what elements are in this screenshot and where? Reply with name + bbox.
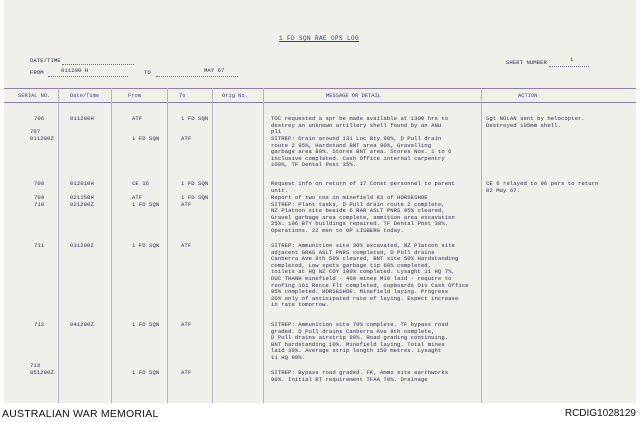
header-top-rule [4, 88, 636, 89]
entry-to: ATF [181, 242, 192, 249]
entry-message-line: NZ Platoon site beside 6 RAR ASLT PNRS 95% cleared, [271, 207, 445, 215]
entry-to: 1 FD SQN [181, 115, 209, 122]
entry-message-line: adjacent GRAS ASLT PNRS completed, D Pull drains [271, 248, 435, 256]
entry-to: ATF [181, 134, 192, 142]
entry-datetime: 011200Z [30, 134, 54, 142]
col-orig: Orig No. [222, 93, 248, 99]
sheet-number: 1 [570, 56, 574, 63]
entry-datetime: 021200Z [70, 200, 94, 208]
date-time-label: DATE/TIME [30, 57, 61, 64]
to-value: MAY 67 [204, 67, 225, 74]
entry-serial: 711 [34, 242, 45, 249]
entry-message-line: completed, Low spots garbage tip 60% completed, [271, 261, 432, 269]
col-serial: SERIAL NO. [18, 93, 51, 99]
entry-from: 1 FD SQN [132, 368, 160, 376]
entry-from: 1 FD SQN [132, 321, 160, 328]
entry-to: 1 FD SQN [181, 194, 209, 201]
entry-message-line: Request info on return of 17 Const personnel to parent [271, 180, 455, 187]
from-value: 011200 H [61, 67, 89, 74]
entry-message-line: BNT hardstanding 10%. Minefield laying. Total mines [271, 340, 445, 348]
entry-datetime: 011200H [70, 115, 94, 122]
entry-message-line: roofing 161 Recce Flt completed, cupboards Div Cash Office [271, 281, 469, 289]
entry-serial: 708 [34, 180, 45, 187]
archive-name: AUSTRALIAN WAR MEMORIAL [2, 408, 159, 420]
archive-caption [0, 403, 640, 422]
col-message: MESSAGE OR DETAIL [326, 93, 381, 99]
entry-serial: 707 [30, 128, 41, 135]
entry-datetime: 021150H [70, 194, 94, 201]
entry-message-line: 90%. Initial RT requirement TFAA 70%. Drainage [271, 375, 428, 383]
from-label: FROM [30, 69, 44, 76]
entry-message-line: unit. [271, 186, 289, 194]
col-action: ACTION [518, 93, 538, 99]
entry-message-line: garbage area 80%. Stores BNT area. Stores Nos. 1 to 6 [271, 148, 452, 156]
entry-message-line: in rate tomorrow. [271, 301, 329, 309]
entry-datetime: 041200Z [70, 321, 94, 328]
entry-message-line: destroy an unknown artillery shell found by an ANU [271, 121, 442, 129]
entry-serial: 710 [34, 200, 45, 208]
entry-from: 1 FD SQN [132, 200, 160, 208]
entry-message-line: SITREP: Drain around 131 Loc Bty 90%, D Pull drain [271, 135, 442, 142]
entry-action-line: 02 May 67. [486, 186, 521, 194]
entry-datetime: 051200Z [30, 368, 54, 376]
from-line [48, 76, 128, 77]
entry-action-line: Sgt NOLAN sent by helocopter. [486, 115, 585, 122]
entry-message-line: graded. D Pull drains Canberra Ave 8th complete, [271, 327, 435, 335]
entry-message-line: inclusive completed. Cash Office internal carpentry [271, 154, 445, 162]
col-divider [167, 88, 168, 403]
entry-message-line: Gravel garbage area complete, ammition area excavation [271, 213, 455, 221]
entry-message-line: 11 HQ 90%. [271, 354, 306, 361]
entry-from: CE 16 [132, 180, 150, 187]
entry-message-line: SITREP: Ammunition site 70% complete. TF bypass road [271, 321, 449, 328]
entry-message-line: laid 39%. Average strip length 150 metres. Lysaght [271, 347, 442, 355]
entry-message-line: 25%. 106 BTY buildings repaired. TF Dental Post 38%. [271, 220, 449, 228]
log-sheet [4, 0, 636, 403]
entry-serial: 709 [34, 194, 45, 201]
entry-to: ATF [181, 200, 192, 208]
log-title: 1 FD SQN RAE OPS LOG [279, 35, 360, 42]
entry-to: 1 FD SQN [181, 180, 209, 187]
entry-message-line: route 2 95%, Hardstand BNT area 90%, Gravelling [271, 141, 432, 149]
sheet-number-label: SHEET NUMBER [506, 59, 547, 66]
entry-message-line: toilets at HQ NZ COY 100% completed. Lysaght 11 HQ 7%, [271, 268, 455, 276]
entry-message-line: D Pull drains airstrip 90%. Road grading continuing. [271, 334, 449, 342]
entry-message-line: DUC THANH minefield - 400 mines M16 laid - require to [271, 275, 452, 282]
to-line [156, 76, 238, 77]
entry-message-line: 20% only of anticipated rate of laying. Expect increase [271, 294, 459, 302]
entry-action-line: Destroyed 105mm shell. [486, 121, 561, 129]
entry-datetime: 012010H [70, 180, 94, 187]
entry-message-line: pl1 [271, 128, 282, 136]
entry-serial: 712 [34, 321, 45, 328]
entry-message-line: Report of two cos in minefield K3 of HORSESHOE [271, 194, 428, 201]
header-bottom-rule [4, 102, 636, 103]
to-label: TO [144, 69, 151, 76]
entry-message-line: 100%, TF Dental Post 35%. [271, 161, 357, 169]
entry-from: ATF [132, 115, 143, 122]
col-divider [263, 88, 264, 403]
date-time-line [62, 64, 134, 65]
col-datetime: Date/Time [70, 93, 100, 99]
entry-message-line: SITREP: Plant tasks, D Pull drain route 2 complete, [271, 200, 445, 208]
col-divider [481, 88, 482, 403]
entry-to: ATF [181, 368, 192, 376]
entry-message-line: SITREP: Bypass road graded. FK, Ammo site earthworks [271, 369, 449, 376]
col-divider [212, 88, 213, 403]
archive-reference: RCDIG1028129 [564, 408, 636, 419]
col-divider [58, 88, 59, 403]
entry-message-line: 95% completed. HORSESHOE. Minefield laying. Progress [271, 288, 449, 296]
entry-action-line: CE 6 relayed to 96 pers to return [486, 180, 599, 187]
sheet-number-line [549, 66, 589, 67]
col-to: To [179, 93, 186, 99]
entry-to: ATF [181, 321, 192, 328]
entry-from: ATF [132, 194, 143, 201]
entry-from: 1 FD SQN [132, 242, 160, 249]
col-divider [111, 88, 112, 403]
entry-message-line: SITREP: Ammunition site 30% excavated, NZ Platoon site [271, 242, 455, 249]
entry-from: 1 FD SQN [132, 134, 160, 142]
entry-message-line: Operations. 22 men to OP LISBERG today. [271, 227, 404, 234]
entry-serial: 713 [30, 362, 41, 369]
col-from: From [128, 93, 141, 99]
entry-message-line: TOC requested a spr be made available at 1300 hrs to [271, 115, 449, 122]
entry-serial: 706 [34, 115, 45, 122]
entry-message-line: Canberra Ave 8th 50% cleared, BNT site 50% Hardstanding [271, 255, 459, 263]
entry-datetime: 031200Z [70, 242, 94, 249]
